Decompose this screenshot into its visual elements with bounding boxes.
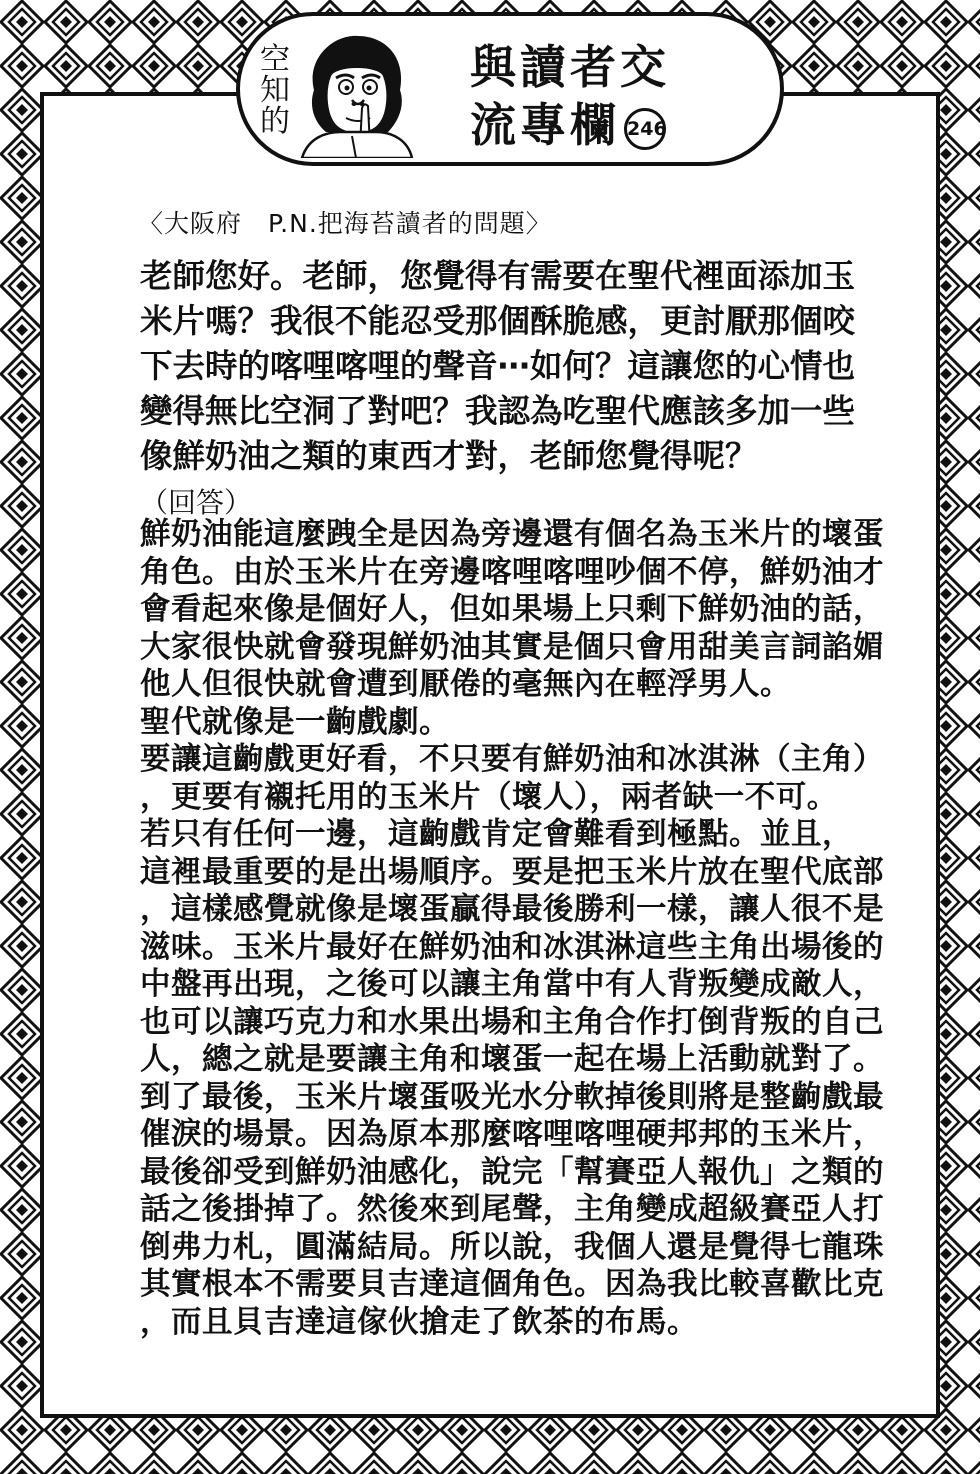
- answer-line: 會看起來像是個好人，但如果場上只剩下鮮奶油的話，: [140, 592, 884, 627]
- answer-line: 要讓這齣戲更好看，不只要有鮮奶油和冰淇淋（主角）: [140, 742, 884, 777]
- answer-line: 人，總之就是要讓主角和壞蛋一起在場上活動就對了。: [140, 1042, 884, 1077]
- answer-line: ，而且貝吉達這傢伙搶走了飲茶的布馬。: [140, 1304, 698, 1340]
- gorilla-author-portrait-icon: [296, 28, 416, 158]
- answer-line: 其實根本不需要貝吉達這個角色。因為我比較喜歡比克: [140, 1267, 884, 1302]
- column-title: [470, 38, 700, 154]
- side-label-char: 的: [260, 104, 290, 139]
- question-line: 像鮮奶油之類的東西才對，老師您覺得呢？: [140, 437, 758, 475]
- answer-line: 中盤再出現，之後可以讓主角當中有人背叛變成敵人，: [140, 967, 884, 1002]
- answer-line: 話之後掛掉了。然後來到尾聲，主角變成超級賽亞人打: [140, 1192, 884, 1227]
- issue-number-badge: 246: [624, 108, 666, 150]
- answer-line: 鮮奶油能這麼跩全是因為旁邊還有個名為玉米片的壞蛋: [140, 517, 884, 552]
- answer-label: （回答）: [140, 486, 253, 519]
- answer-line: ，更要有襯托用的玉米片（壞人），兩者缺一不可。: [140, 779, 838, 815]
- answer-line: 若只有任何一邊，這齣戲肯定會難看到極點。並且，: [140, 817, 853, 852]
- answer-line: 催淚的場景。因為原本那麼喀哩喀哩硬邦邦的玉米片，: [140, 1117, 884, 1152]
- letter-source: 〈大阪府 P.N.把海苔讀者的問題〉: [138, 209, 552, 238]
- answer-line: 角色。由於玉米片在旁邊喀哩喀哩吵個不停，鮮奶油才: [140, 554, 884, 590]
- title-line-1: 與讀者交: [470, 40, 670, 94]
- answer-line: 大家很快就會發現鮮奶油其實是個只會用甜美言詞諂媚: [140, 629, 884, 665]
- side-label-char: 空: [260, 42, 290, 77]
- header-side-label: [258, 44, 292, 137]
- answer-line: 也可以讓巧克力和水果出場和主角合作打倒背叛的自己: [140, 1004, 884, 1040]
- answer-line: 倒弗力札，圓滿結局。所以說，我個人還是覺得七龍珠: [140, 1229, 884, 1265]
- title-line-2-wrap: [470, 96, 700, 154]
- answer-line: ，這樣感覺就像是壞蛋贏得最後勝利一樣，讓人很不是: [140, 892, 884, 927]
- author-answer: [140, 516, 900, 1341]
- question-line: 下去時的喀哩喀哩的聲音⋯如何？這讓您的心情也: [140, 347, 856, 385]
- side-label-char: 知: [260, 73, 290, 108]
- answer-line: 滋味。玉米片最好在鮮奶油和冰淇淋這些主角出場後的: [140, 929, 884, 965]
- question-line: 老師您好。老師，您覺得有需要在聖代裡面添加玉: [140, 257, 856, 295]
- answer-line: 聖代就像是一齣戲劇。: [140, 704, 450, 740]
- reader-question: [140, 254, 900, 479]
- answer-line: 他人但很快就會遭到厭倦的毫無內在輕浮男人。: [140, 667, 791, 702]
- answer-line: 最後卻受到鮮奶油感化，說完「幫賽亞人報仇」之類的: [140, 1154, 884, 1190]
- answer-line: 到了最後，玉米片壞蛋吸光水分軟掉後則將是整齣戲最: [140, 1079, 884, 1115]
- answer-line: 這裡最重要的是出場順序。要是把玉米片放在聖代底部: [140, 854, 884, 890]
- question-line: 變得無比空洞了對吧？我認為吃聖代應該多加一些: [140, 392, 856, 430]
- question-line: 米片嗎？我很不能忍受那個酥脆感，更討厭那個咬: [140, 302, 856, 340]
- title-line-2: 流專欄: [470, 98, 620, 152]
